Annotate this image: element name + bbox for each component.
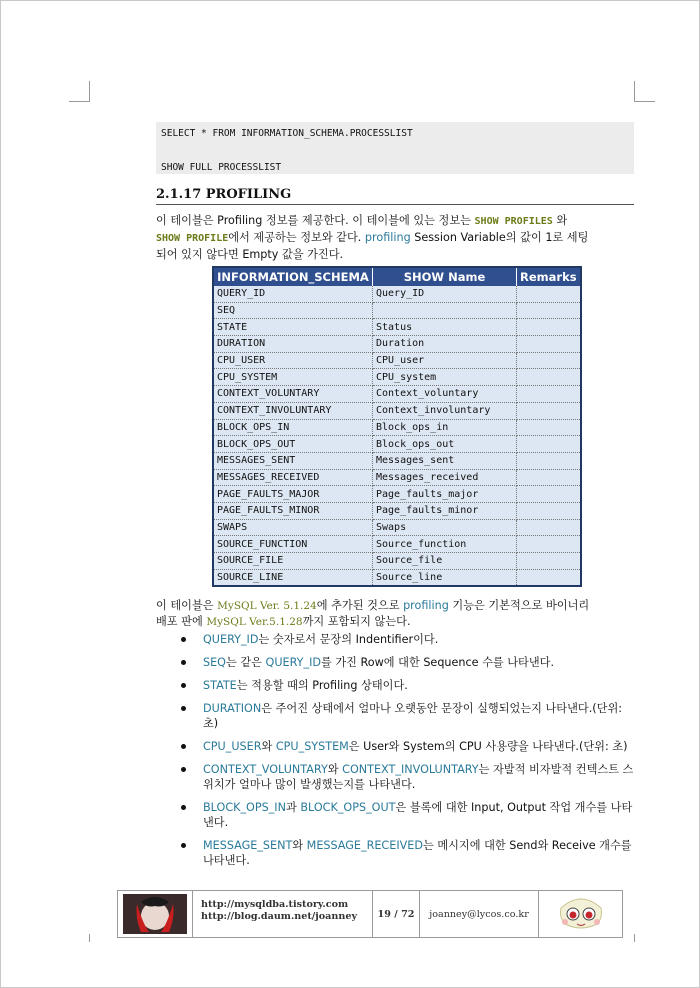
table-cell (517, 469, 581, 486)
crop-mark-top-right (634, 81, 655, 102)
table-cell: Messages_received (373, 469, 517, 486)
bullet-text: 와 (292, 839, 307, 852)
table-row (213, 452, 581, 469)
crop-mark-bottom-right (634, 934, 636, 942)
term-profiling-2: profiling (403, 599, 449, 612)
bullet-term: BLOCK_OPS_IN (203, 801, 286, 814)
table-cell: SWAPS (213, 519, 373, 536)
list-item (181, 739, 636, 754)
para2-text-1: 이 테이블은 (156, 599, 218, 612)
bullet-icon (181, 683, 186, 688)
author-email[interactable]: joanney@lycos.co.kr (420, 891, 539, 937)
section-heading: 2.1.17 PROFILING (156, 187, 634, 205)
bullet-term-2: QUERY_ID (265, 656, 321, 669)
version-5-1-28: MySQL Ver.5.1.28 (206, 616, 303, 628)
table-cell: Source_function (373, 536, 517, 553)
bullet-icon (181, 805, 186, 810)
bullet-icon (181, 843, 186, 848)
table-row (213, 519, 581, 536)
table-cell: Query_ID (373, 286, 517, 302)
table-row (213, 502, 581, 519)
table-cell: Source_file (373, 553, 517, 570)
crop-mark-bottom-left (89, 934, 91, 942)
list-item (181, 655, 636, 670)
bullet-text-2: 은 User와 System의 CPU 사용량을 나타낸다.(단위: 초) (348, 740, 628, 753)
bullet-text: 와 (327, 763, 343, 776)
intro-text-5: 되어 있지 않다면 Empty 값을 가진다. (156, 248, 344, 261)
table-cell: QUERY_ID (213, 286, 373, 302)
code-line-1: SELECT * FROM INFORMATION_SCHEMA.PROCESSLIST (161, 128, 413, 139)
table-cell: CONTEXT_INVOLUNTARY (213, 402, 373, 419)
table-cell (517, 302, 581, 319)
bullet-term: MESSAGE_SENT (203, 839, 293, 852)
table-cell (517, 319, 581, 336)
bullet-icon (181, 660, 186, 665)
bullet-text: 은 주어진 상태에서 얼마나 오랫동안 문장이 실행되었는지 나타낸다.(단위: 초) (203, 702, 623, 730)
table-cell: BLOCK_OPS_OUT (213, 436, 373, 453)
table-cell (517, 519, 581, 536)
table-cell: STATE (213, 319, 373, 336)
list-item (181, 632, 636, 647)
header-information-schema: INFORMATION_SCHEMA (213, 267, 373, 286)
table-cell: BLOCK_OPS_IN (213, 419, 373, 436)
table-row (213, 536, 581, 553)
table-cell (517, 452, 581, 469)
bullet-term-2: CPU_SYSTEM (275, 740, 349, 753)
code-block (156, 122, 634, 174)
table-cell: Page_faults_minor (373, 502, 517, 519)
bullet-term: DURATION (203, 702, 262, 715)
column-description-list (181, 632, 636, 876)
page-footer (117, 890, 623, 938)
bullet-icon (181, 706, 186, 711)
table-cell (517, 569, 581, 586)
list-item (181, 800, 636, 830)
term-profiling: profiling (364, 231, 411, 244)
page-number: 19 / 72 (373, 891, 420, 937)
bullet-text: 는 적용할 때의 Profiling 상태이다. (236, 679, 408, 692)
table-cell: DURATION (213, 336, 373, 353)
code-line-2: SHOW FULL PROCESSLIST (161, 162, 282, 173)
table-cell: SEQ (213, 302, 373, 319)
bullet-text-2: 를 가진 Row에 대한 Sequence 수를 나타낸다. (321, 656, 555, 669)
table-cell: PAGE_FAULTS_MINOR (213, 502, 373, 519)
table-cell: Duration (373, 336, 517, 353)
bullet-icon (181, 767, 186, 772)
table-cell: SOURCE_FILE (213, 553, 373, 570)
table-cell (517, 419, 581, 436)
version-5-1-24: MySQL Ver. 5.1.24 (217, 600, 317, 612)
list-item (181, 762, 636, 792)
table-cell (517, 286, 581, 302)
crop-mark-top-left (69, 81, 90, 102)
bullet-icon (181, 744, 186, 749)
table-row (213, 286, 581, 302)
list-item (181, 678, 636, 693)
table-row (213, 336, 581, 353)
header-show-name: SHOW Name (373, 267, 517, 286)
bullet-text-2: 는 자발적 비자발적 컨텍스트 스위치가 얼마나 많이 발생했는지를 나타낸다. (203, 763, 634, 791)
list-item (181, 838, 636, 868)
table-cell (517, 553, 581, 570)
bullet-icon (181, 637, 186, 642)
table-cell: PAGE_FAULTS_MAJOR (213, 486, 373, 503)
table-cell: Context_involuntary (373, 402, 517, 419)
list-item (181, 701, 636, 731)
cartoon-character-icon (551, 894, 611, 934)
table-cell (517, 536, 581, 553)
para2-text-4: 배포 판에 (156, 615, 207, 628)
table-cell (517, 402, 581, 419)
table-row (213, 369, 581, 386)
bullet-text: 는 숫자로서 문장의 Indentifier이다. (258, 633, 439, 646)
table-row (213, 302, 581, 319)
blog-link-tistory[interactable]: http://mysqldba.tistory.com (201, 899, 349, 910)
bullet-text-2: 은 블록에 대한 Input, Output 작업 개수를 나타낸다. (203, 801, 633, 829)
table-row (213, 419, 581, 436)
table-row (213, 386, 581, 403)
intro-text-1: 이 테이블은 Profiling 정보를 제공한다. 이 테이블에 있는 정보는 (156, 214, 475, 227)
table-cell: SOURCE_LINE (213, 569, 373, 586)
bullet-term-2: MESSAGE_RECEIVED (306, 839, 423, 852)
keyword-show-profile: SHOW PROFILE (156, 233, 229, 244)
table-cell (517, 369, 581, 386)
table-row (213, 553, 581, 570)
table-cell: Block_ops_out (373, 436, 517, 453)
table-row (213, 402, 581, 419)
table-cell (517, 436, 581, 453)
table-row (213, 319, 581, 336)
header-remarks: Remarks (517, 267, 581, 286)
table-row (213, 569, 581, 586)
table-cell: CPU_user (373, 352, 517, 369)
table-cell (517, 352, 581, 369)
table-cell: MESSAGES_RECEIVED (213, 469, 373, 486)
para2-text-2: 에 추가된 것으로 (316, 599, 404, 612)
character-image-icon (123, 894, 187, 934)
table-row (213, 486, 581, 503)
footer-links (193, 891, 373, 937)
table-cell: Status (373, 319, 517, 336)
footer-avatar-right (539, 891, 622, 937)
table-cell: Context_voluntary (373, 386, 517, 403)
intro-text-2: 와 (552, 214, 568, 227)
bullet-term: CPU_USER (203, 740, 262, 753)
bullet-term-2: BLOCK_OPS_OUT (300, 801, 396, 814)
bullet-term: STATE (203, 679, 237, 692)
table-cell (517, 486, 581, 503)
table-cell (517, 336, 581, 353)
blog-link-daum[interactable]: http://blog.daum.net/joanney (201, 911, 358, 922)
table-cell (517, 386, 581, 403)
table-cell (373, 302, 517, 319)
table-row (213, 469, 581, 486)
bullet-text: 와 (261, 740, 276, 753)
table-cell: Page_faults_major (373, 486, 517, 503)
bullet-term-2: CONTEXT_INVOLUNTARY (342, 763, 479, 776)
bullet-term: QUERY_ID (203, 633, 259, 646)
table-cell: Block_ops_in (373, 419, 517, 436)
table-cell: Swaps (373, 519, 517, 536)
footer-avatar-left (118, 891, 193, 937)
bullet-text: 는 같은 (225, 656, 266, 669)
bullet-term: SEQ (203, 656, 226, 669)
bullet-term: CONTEXT_VOLUNTARY (203, 763, 328, 776)
para2-text-5: 까지 포함되지 않는다. (302, 615, 411, 628)
table-cell: CPU_USER (213, 352, 373, 369)
table-cell: SOURCE_FUNCTION (213, 536, 373, 553)
table-row (213, 352, 581, 369)
intro-text-4: Session Variable의 값이 1로 세팅 (410, 231, 589, 244)
bullet-text: 과 (285, 801, 301, 814)
bullet-text-2: 는 메시지에 대한 Send와 Receive 개수를 나타낸다. (203, 839, 632, 867)
table-row (213, 436, 581, 453)
table-cell: MESSAGES_SENT (213, 452, 373, 469)
version-paragraph (156, 598, 634, 630)
intro-text-3: 에서 제공하는 정보와 같다. (228, 231, 365, 244)
profiling-table (212, 266, 582, 587)
table-cell (517, 502, 581, 519)
table-cell: CPU_SYSTEM (213, 369, 373, 386)
para2-text-3: 기능은 기본적으로 바이너리 (448, 599, 590, 612)
table-cell: CPU_system (373, 369, 517, 386)
table-cell: Source_line (373, 569, 517, 586)
table-header-row (213, 267, 581, 286)
keyword-show-profiles: SHOW PROFILES (474, 216, 553, 227)
table-cell: CONTEXT_VOLUNTARY (213, 386, 373, 403)
intro-paragraph (156, 213, 634, 263)
table-cell: Messages_sent (373, 452, 517, 469)
